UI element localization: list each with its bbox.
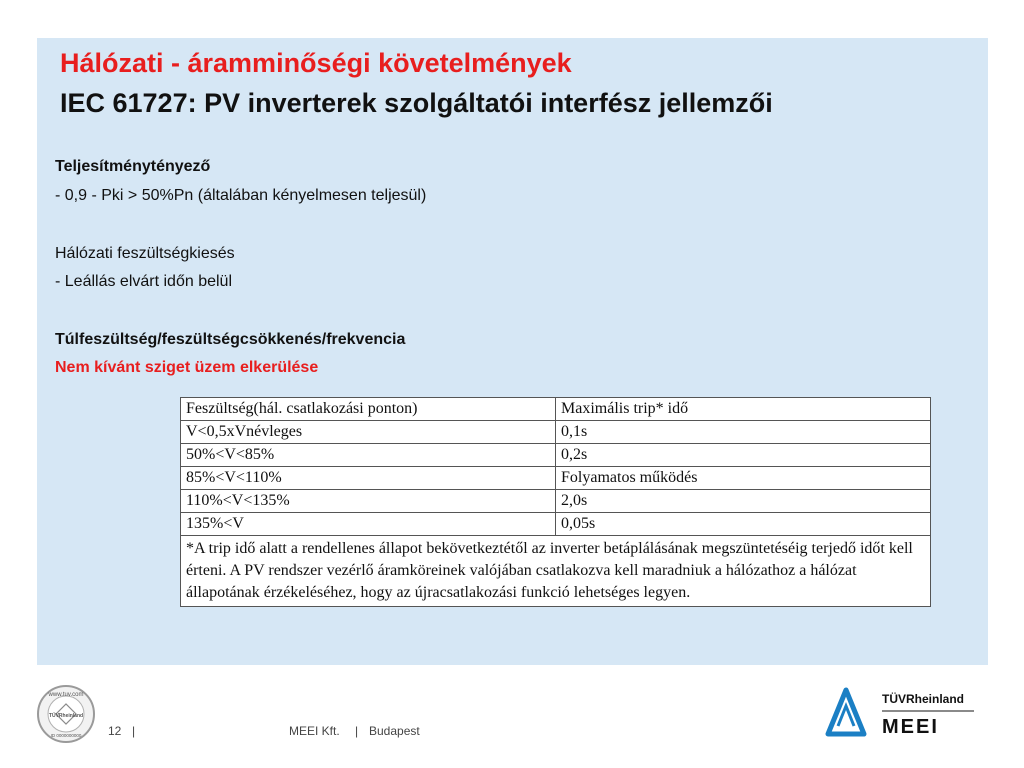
table-row xyxy=(181,513,931,536)
outage-text: - Leállás elvárt időn belül xyxy=(55,273,232,290)
table-row xyxy=(181,421,931,444)
table-header-row xyxy=(181,398,931,421)
page-number: 12 xyxy=(108,724,122,738)
footer-separator: | xyxy=(132,724,136,738)
logo-meei-text: MEEI xyxy=(882,716,939,738)
table-cell: 110%<V<135% xyxy=(181,490,556,513)
table-row xyxy=(181,444,931,467)
table-cell: 0,1s xyxy=(556,421,931,444)
table-footnote: *A trip idő alatt a rendellenes állapot bekövetkeztétől az inverter betáplálásának megszüntetéséig terjedő időt kell érteni. A PV rendszer vezérlő áramköreinek valójában csatlakozva kell maradniuk a hálózathoz a hálózat állapotának érzékeléséhez, hogy az újracsatlakozási funkció lehetséges legyen. xyxy=(181,536,931,607)
tuv-meei-logo xyxy=(824,686,984,738)
footer-company: MEEI Kft. xyxy=(289,724,340,738)
outage-heading: Hálózati feszültségkiesés xyxy=(55,245,235,262)
footer-city: Budapest xyxy=(369,724,420,738)
ovuv-heading: Túlfeszültség/feszültségcsökkenés/frekvencia xyxy=(55,331,406,348)
table-cell: 85%<V<110% xyxy=(181,467,556,490)
power-factor-heading: Teljesítménytényező xyxy=(55,158,211,175)
table-header-cell: Feszültség(hál. csatlakozási ponton) xyxy=(181,398,556,421)
logo-brand-text: TÜVRheinland xyxy=(882,692,965,706)
table-cell: 50%<V<85% xyxy=(181,444,556,467)
trip-time-table xyxy=(180,397,931,607)
power-factor-text: - 0,9 - Pki > 50%Pn (általában kényelmesen teljesül) xyxy=(55,187,427,204)
table-cell: V<0,5xVnévleges xyxy=(181,421,556,444)
slide-subtitle: IEC 61727: PV inverterek szolgáltatói interfész jellemzői xyxy=(60,88,773,118)
table-footnote-row xyxy=(181,536,931,607)
table-cell: 2,0s xyxy=(556,490,931,513)
tuv-certification-seal xyxy=(36,684,96,744)
seal-text-mid: TÜVRheinland xyxy=(48,713,84,719)
table-row xyxy=(181,490,931,513)
seal-text-top: www.tuv.com xyxy=(48,692,84,698)
slide-title: Hálózati - áramminőségi követelmények xyxy=(60,48,572,78)
table-cell: 0,2s xyxy=(556,444,931,467)
table-row xyxy=(181,467,931,490)
seal-text-bottom: ID 0000000000 xyxy=(50,733,82,738)
table-header-cell: Maximális trip* idő xyxy=(556,398,931,421)
table-cell: 135%<V xyxy=(181,513,556,536)
triangle-logo-icon xyxy=(828,690,864,734)
islanding-text: Nem kívánt sziget üzem elkerülése xyxy=(55,359,319,376)
table-cell: Folyamatos működés xyxy=(556,467,931,490)
footer-separator: | xyxy=(355,724,359,738)
table-cell: 0,05s xyxy=(556,513,931,536)
